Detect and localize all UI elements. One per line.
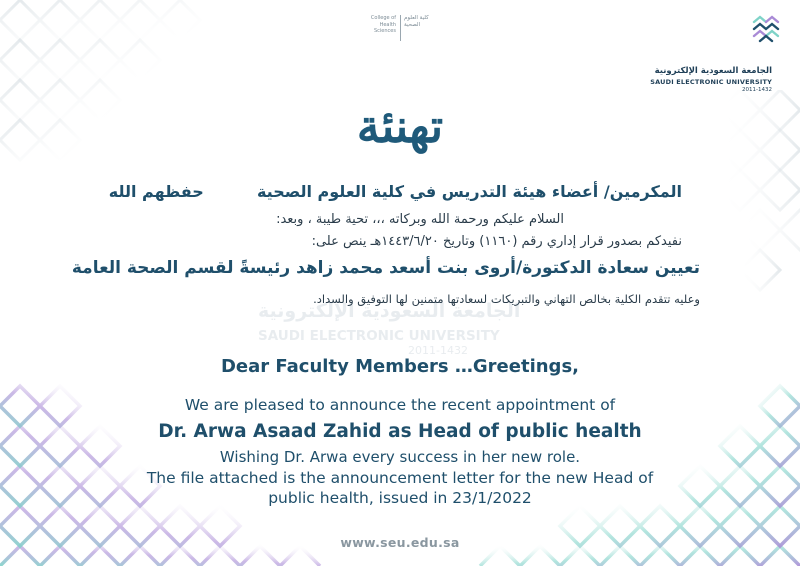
english-greeting: Dear Faculty Members …Greetings,	[220, 356, 579, 377]
college-logo-divider	[400, 15, 401, 41]
university-watermark	[258, 300, 521, 360]
college-logo-en: College of Health Sciences	[370, 15, 396, 34]
corner-pattern-top-left	[0, 0, 330, 190]
english-appointee: Dr. Arwa Asaad Zahid as Head of public health	[158, 421, 642, 442]
english-announcement: We are pleased to announce the recent appointment of	[184, 396, 616, 414]
english-file-note-line2: public health, issued in 23/1/2022	[268, 489, 532, 507]
arabic-heading	[109, 182, 682, 201]
university-mark-icon	[750, 14, 780, 44]
university-year: 2011-1432	[742, 87, 772, 93]
english-file-note	[0, 468, 800, 508]
watermark-en: SAUDI ELECTRONIC UNIVERSITY	[258, 328, 500, 344]
watermark-ar: الجامعة السعودية الإلكترونية	[258, 300, 521, 322]
college-logo	[362, 15, 438, 45]
arabic-appointment: تعيين سعادة الدكتورة/أروى بنت أسعد محمد زاهد رئيسةً لقسم الصحة العامة	[71, 258, 700, 278]
english-file-note-line1: The file attached is the announcement letter for the new Head of	[146, 469, 654, 487]
watermark-year: 2011-1432	[408, 344, 468, 357]
english-wishes: Wishing Dr. Arwa every success in her new role.	[219, 448, 581, 466]
university-logo	[652, 14, 780, 100]
arabic-honorific: حفظهم الله	[108, 182, 204, 201]
arabic-addressee: المكرمين/ أعضاء هيئة التدريس في كلية العلوم الصحية	[256, 182, 682, 201]
college-logo-ar: كلية العلوم الصحية	[404, 15, 429, 28]
university-name-ar: الجامعة السعودية الإلكترونية	[654, 66, 772, 76]
arabic-wishes: وعليه تتقدم الكلية بخالص التهاني والتبريكات لسعادتها متمنين لها التوفيق والسداد.	[313, 292, 700, 306]
website-link[interactable]: www.seu.edu.sa	[340, 535, 460, 550]
university-name-en: SAUDI ELECTRONIC UNIVERSITY	[650, 78, 772, 86]
arabic-greeting: السلام عليكم ورحمة الله وبركاته ،،، تحية طيبة ، وبعد:	[276, 212, 564, 227]
arabic-decision: نفيدكم بصدور قرار إداري رقم (١١٦٠) وتاريخ ١٤٤٣/٦/٢٠هـ ينص على:	[311, 234, 682, 249]
calligraphy-title: تهنئة	[356, 99, 444, 153]
